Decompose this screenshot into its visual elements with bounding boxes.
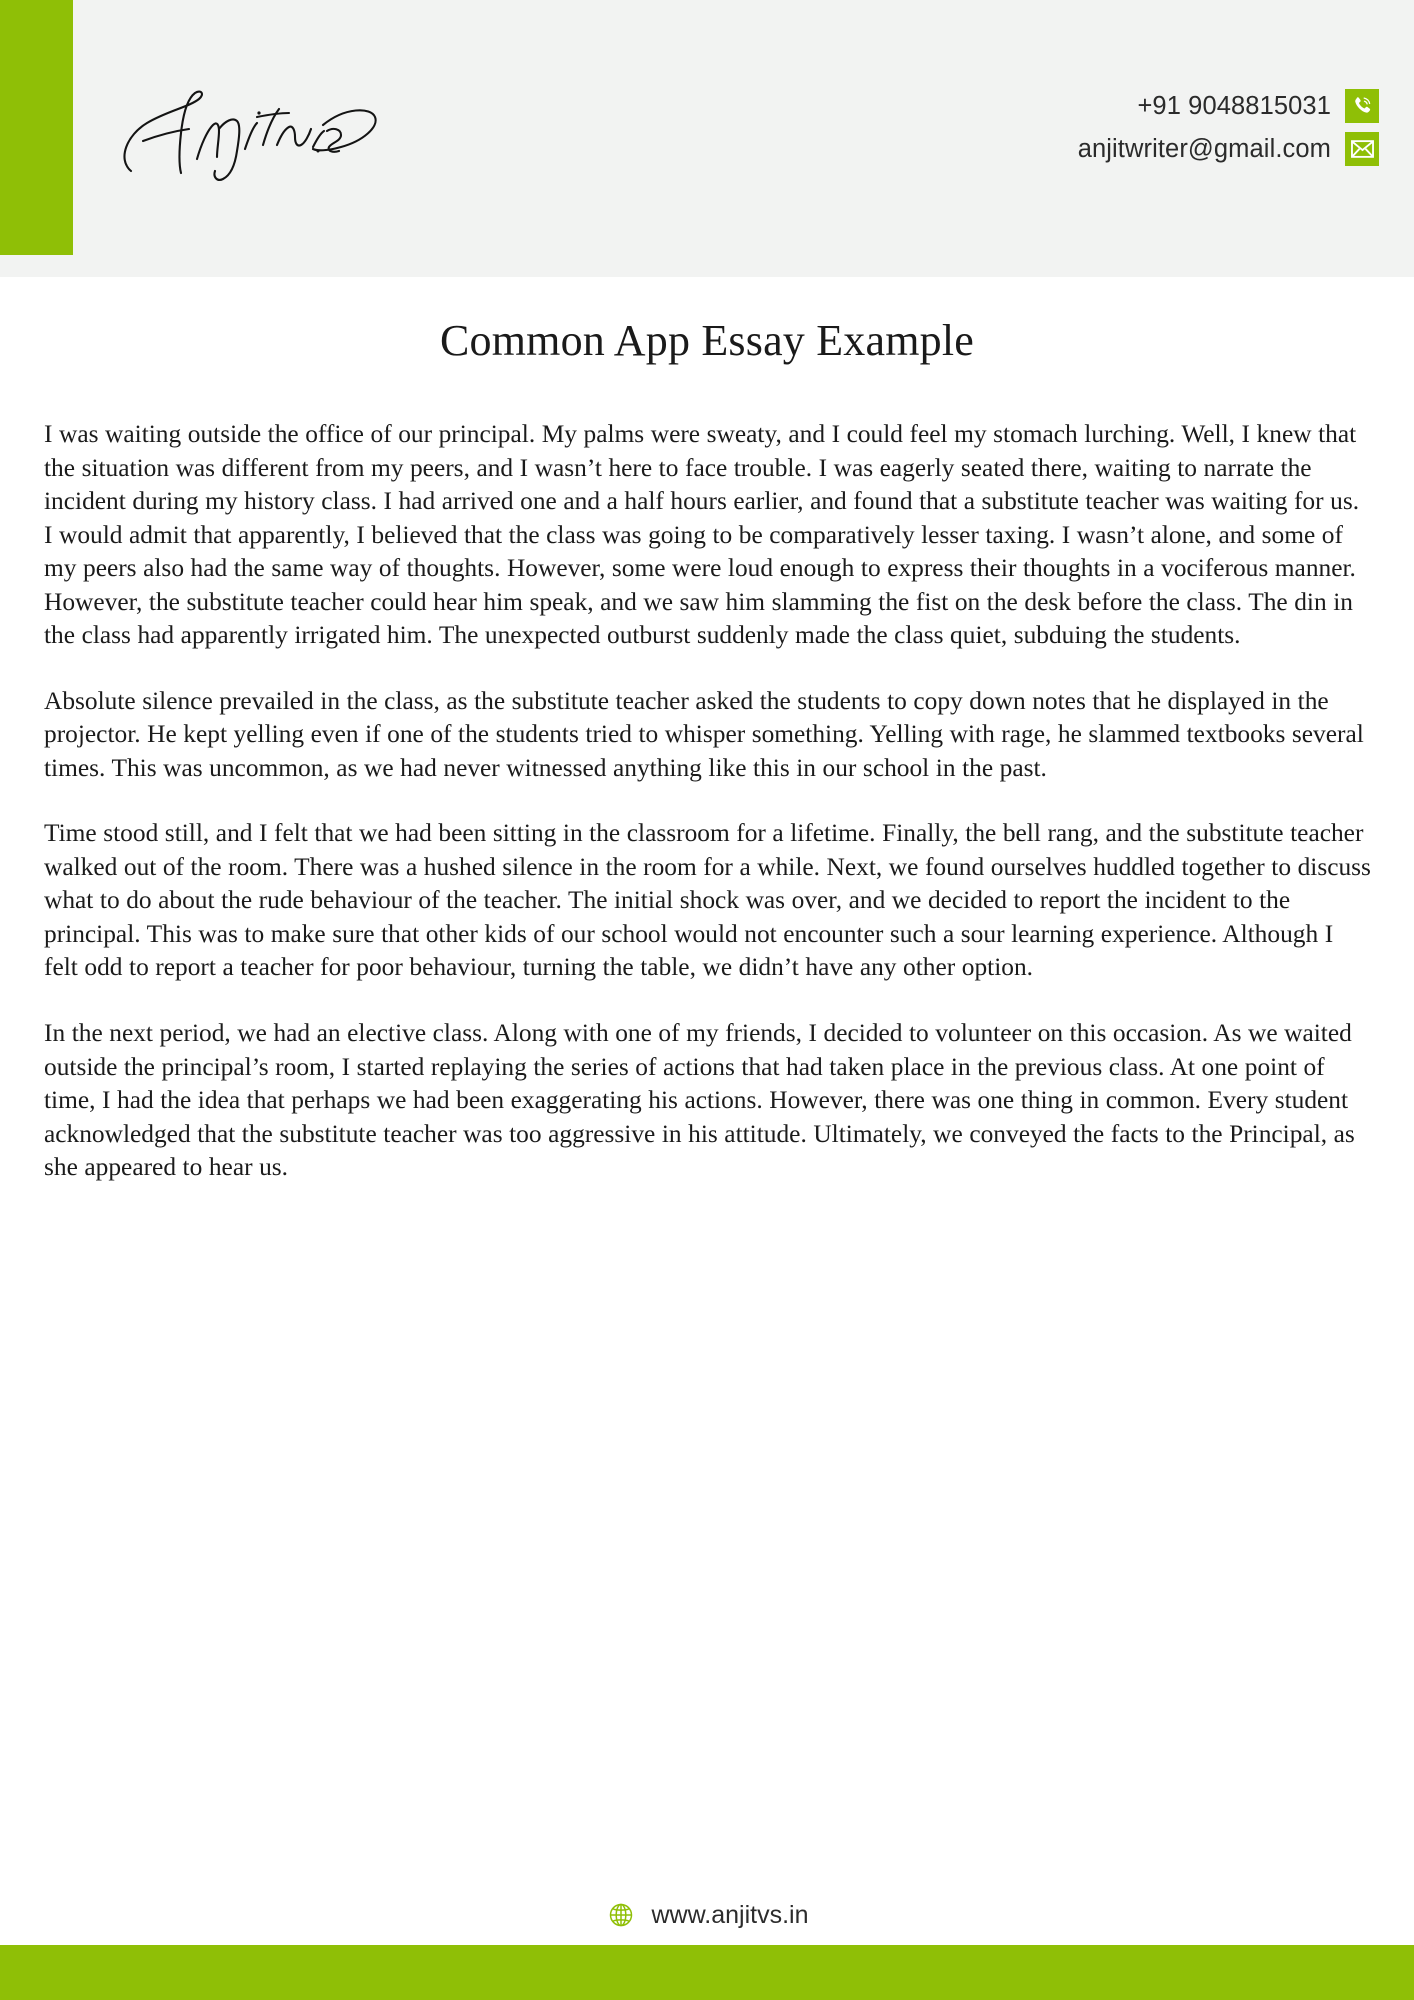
brand-signature-logo <box>113 68 413 188</box>
essay-paragraph: Absolute silence prevailed in the class, as the substitute teacher asked the students to copy down notes that he displayed in the projector. He kept yelling even if one of the students tried to whisper something. Yelling with rage, he slammed textbooks several times. This was uncommon, as we had never witnessed anything like this in our school in the past. <box>44 686 1364 782</box>
page-title: Common App Essay Example <box>440 316 974 365</box>
phone-icon-glyph <box>1351 95 1373 117</box>
phone-number: +91 9048815031 <box>1137 91 1331 120</box>
page-footer <box>0 1885 1414 1945</box>
email-address: anjitwriter@gmail.com <box>1077 134 1331 163</box>
page-header <box>0 0 1414 277</box>
envelope-icon[interactable] <box>1345 132 1379 166</box>
header-content <box>73 0 1414 255</box>
globe-icon-glyph <box>606 1900 636 1930</box>
contact-phone-row[interactable] <box>1137 89 1379 123</box>
envelope-icon-glyph <box>1351 140 1374 158</box>
website-url[interactable]: www.anjitvs.in <box>651 1900 809 1929</box>
phone-icon[interactable] <box>1345 89 1379 123</box>
globe-icon <box>606 1900 636 1930</box>
essay-paragraph: I was waiting outside the office of our principal. My palms were sweaty, and I could feel my stomach lurching. Well, I knew that the situation was different from my peers, and I wasn’t here to face trouble. I was eagerly seated there, waiting to narrate the incident during my history class. I had arrived one and a half hours earlier, and found that a substitute teacher was waiting for us. I would admit that apparently, I believed that the class was going to be comparatively lesser taxing. I wasn’t alone, and some of my peers also had the same way of thoughts. However, some were loud enough to express their thoughts in a vociferous manner. However, the substitute teacher could hear him speak, and we saw him slamming the fist on the desk before the class. The din in the class had apparently irrigated him. The unexpected outburst suddenly made the class quiet, subduing the students. <box>44 420 1360 650</box>
signature-icon <box>113 73 383 183</box>
essay-paragraph: In the next period, we had an elective class. Along with one of my friends, I decided to volunteer on this occasion. As we waited outside the principal’s room, I started replaying the series of actions that had taken place in the previous class. At one point of time, I had the idea that perhaps we had been exaggerating his actions. However, there was one thing in common. Every student acknowledged that the substitute teacher was too aggressive in his attitude. Ultimately, we conveyed the facts to the Principal, as she appeared to hear us. <box>44 1018 1355 1182</box>
footer-accent-bar <box>0 1945 1414 2000</box>
header-accent-bar <box>0 0 73 255</box>
contact-email-row[interactable] <box>1078 132 1379 166</box>
header-contact-block <box>1078 89 1379 166</box>
essay-body <box>0 418 1414 1185</box>
essay-paragraph: Time stood still, and I felt that we had been sitting in the classroom for a lifetime. Finally, the bell rang, and the substitute teacher walked out of the room. There was a hushed silence in the room for a while. Next, we found ourselves huddled together to discuss what to do about the rude behaviour of the teacher. The initial shock was over, and we decided to report the incident to the principal. This was to make sure that other kids of our school would not encounter such a sour learning experience. Although I felt odd to report a teacher for poor behaviour, turning the table, we didn’t have any other option. <box>44 819 1371 982</box>
